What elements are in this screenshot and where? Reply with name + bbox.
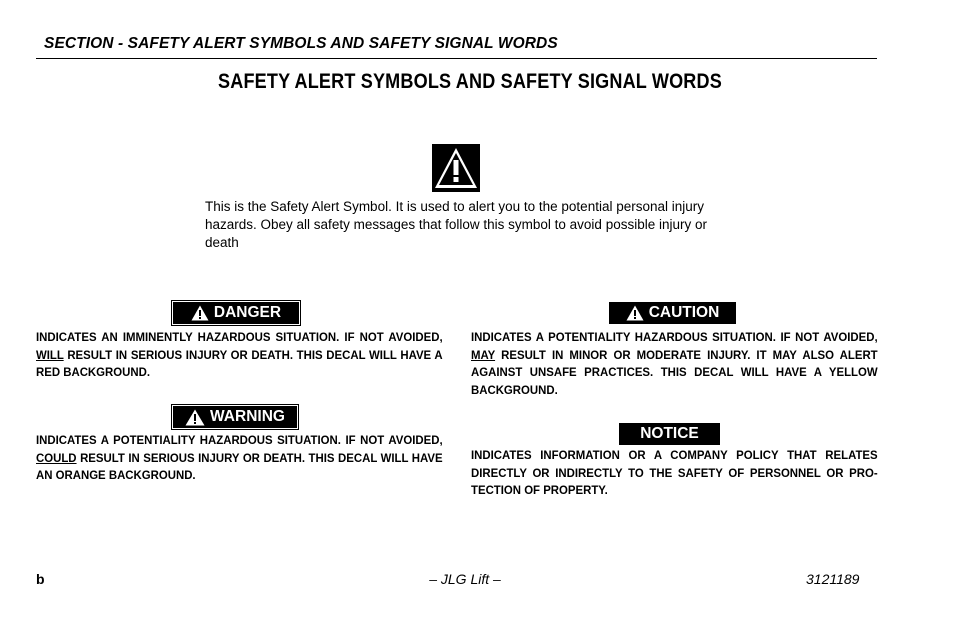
caution-label (609, 302, 736, 324)
warning-triangle-icon (191, 305, 209, 321)
section-header: SECTION - SAFETY ALERT SYMBOLS AND SAFETY SIGNAL WORDS (44, 35, 558, 52)
danger-label (173, 302, 299, 324)
notice-label-text: NOTICE (640, 425, 699, 442)
page-title: SAFETY ALERT SYMBOLS AND SAFETY SIGNAL WORDS (218, 70, 722, 93)
danger-label-text: DANGER (213, 304, 282, 321)
warning-emphasis: COULD (36, 450, 77, 465)
caution-description: INDICATES A POTENTIALITY HAZARDOUS SITUATION. IF NOT AVOIDED, MAY RESULT IN MINOR OR MODERATE INJURY. IT MAY ALSO ALERT AGAINST UNSAFE PRACTICES. THIS DECAL WILL HAVE A YELLOW BACKGROUND. (471, 330, 878, 397)
caution-label-text: CAUTION (648, 304, 720, 321)
safety-alert-symbol (432, 144, 480, 192)
warning-triangle-icon (185, 409, 205, 426)
footer-page-label: b (36, 571, 45, 587)
notice-label (619, 423, 720, 445)
warning-triangle-icon (432, 144, 480, 192)
caution-emphasis: MAY (471, 347, 496, 362)
footer-document-number: 3121189 (806, 571, 860, 587)
warning-triangle-icon (626, 305, 644, 321)
warning-description: INDICATES A POTENTIALITY HAZARDOUS SITUATION. IF NOT AVOIDED, COULD RESULT IN SERIOUS INJURY OR DEATH. THIS DECAL WILL HAVE AN ORANGE BACKGROUND. (36, 433, 443, 482)
warning-label-text: WARNING (210, 408, 285, 425)
header-divider (36, 58, 877, 59)
warning-label (173, 406, 297, 428)
danger-emphasis: WILL (36, 347, 64, 362)
safety-alert-description: This is the Safety Alert Symbol. It is used to alert you to the potential personal injury hazards. Obey all safety messages that follow this symbol to avoid possible injury or death (205, 199, 707, 250)
footer-center-title: – JLG Lift – (429, 571, 501, 587)
notice-description: INDICATES INFORMATION OR A COMPANY POLICY THAT RELATES DIRECTLY OR INDIRECTLY TO THE SAFETY OF PERSONNEL OR PRO-TECTION OF PROPERTY. (471, 448, 878, 497)
danger-description: INDICATES AN IMMINENTLY HAZARDOUS SITUATION. IF NOT AVOIDED, WILL RESULT IN SERIOUS INJURY OR DEATH. THIS DECAL WILL HAVE A RED BACKGROUND. (36, 330, 443, 379)
